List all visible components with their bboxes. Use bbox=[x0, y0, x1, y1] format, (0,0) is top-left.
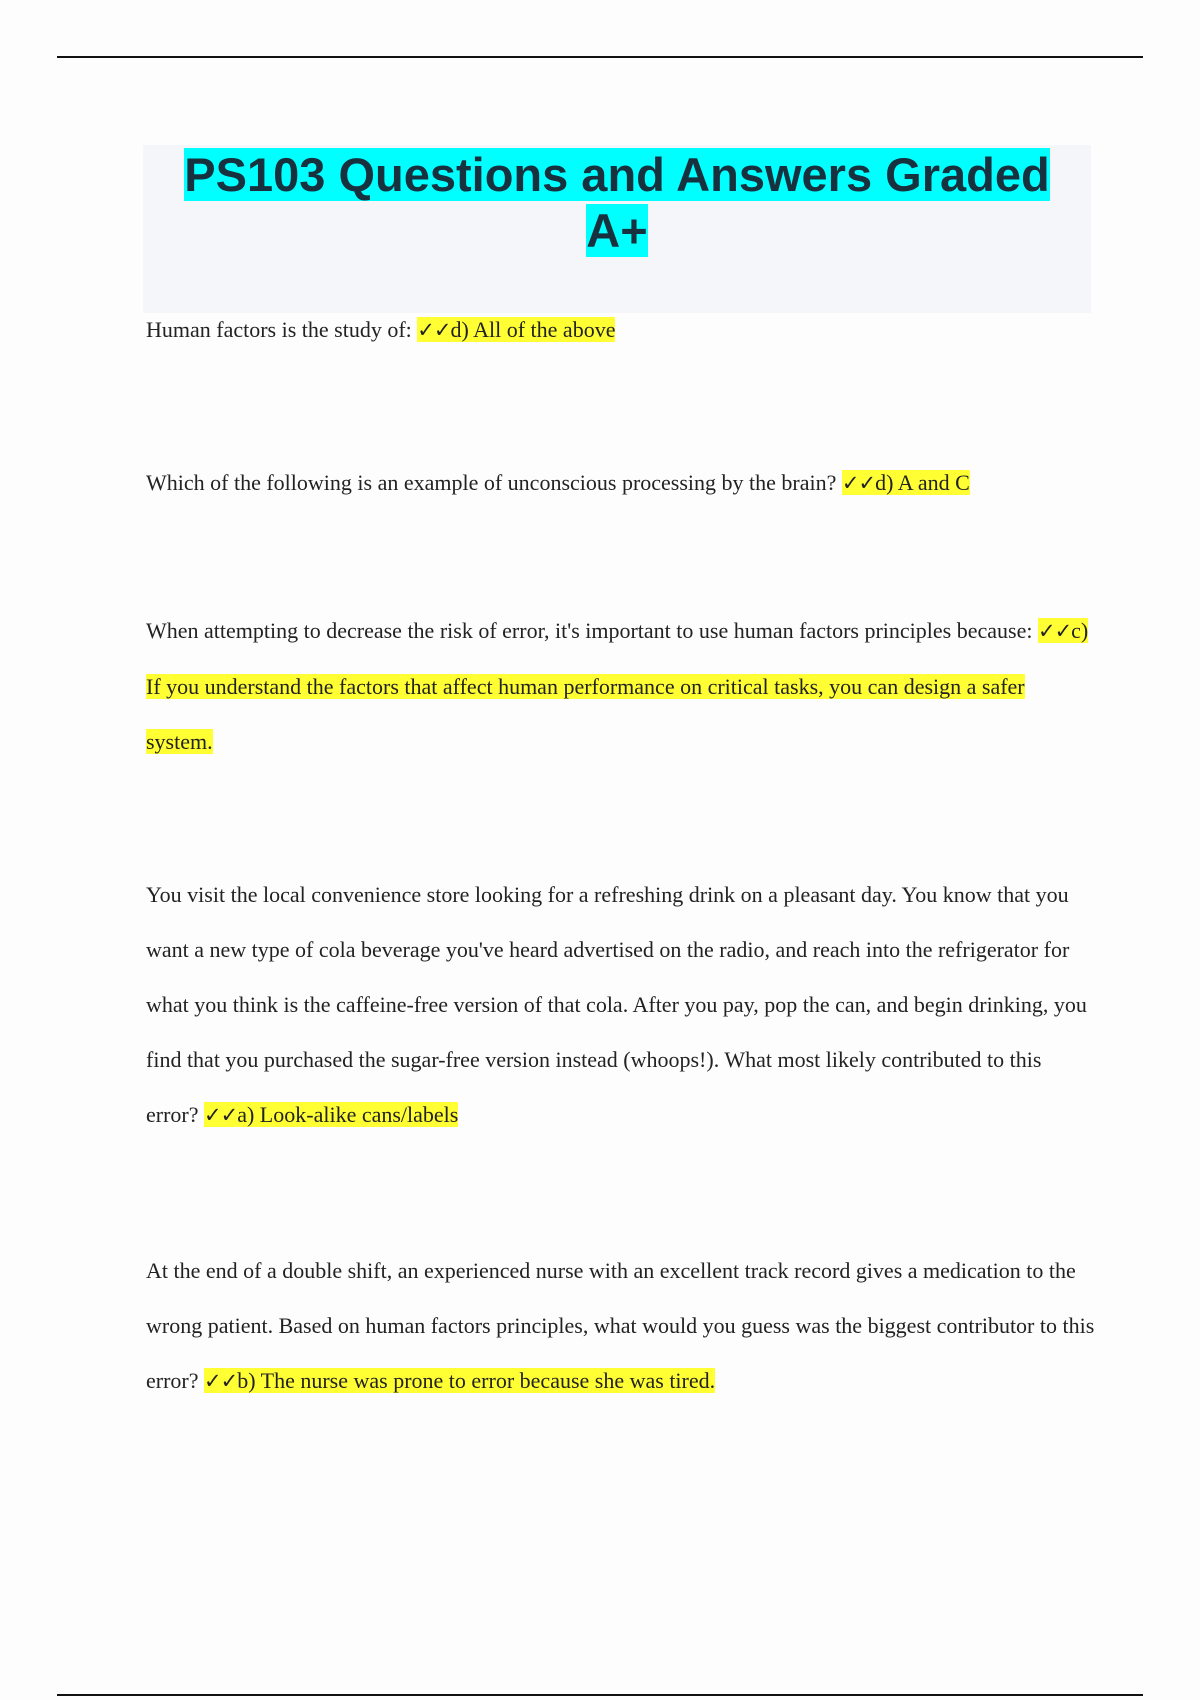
question-text: Human factors is the study of: bbox=[146, 317, 418, 342]
answer-text: c) If you understand the factors that affect human performance on critical tasks, you can design a safer system. bbox=[146, 618, 1089, 754]
answer-highlight bbox=[842, 470, 970, 495]
answer-highlight bbox=[204, 1102, 458, 1127]
question-text: When attempting to decrease the risk of error, it's important to use human factors principles because: bbox=[146, 618, 1038, 643]
answer-highlight bbox=[417, 317, 615, 342]
double-check-icon: ✓✓ bbox=[204, 1103, 238, 1127]
qa-item-5 bbox=[146, 1243, 1096, 1409]
header-rule bbox=[57, 56, 1143, 58]
double-check-icon: ✓✓ bbox=[204, 1369, 238, 1393]
question-text: At the end of a double shift, an experienced nurse with an excellent track record gives a medication to the wrong patient. Based on human factors principles, what would you guess was the biggest contributor to this error? bbox=[146, 1258, 1095, 1393]
answer-text: d) All of the above bbox=[450, 317, 616, 342]
footer-rule bbox=[57, 1694, 1143, 1696]
double-check-icon: ✓✓ bbox=[841, 471, 876, 495]
qa-item-3 bbox=[146, 603, 1096, 769]
answer-text: d) A and C bbox=[875, 470, 970, 495]
answer-highlight bbox=[204, 1368, 715, 1393]
document-title: PS103 Questions and Answers Graded A+ bbox=[184, 148, 1050, 257]
title-block bbox=[143, 145, 1091, 313]
qa-item-1 bbox=[146, 302, 1096, 358]
answer-text: b) The nurse was prone to error because she was tired. bbox=[237, 1368, 716, 1393]
answer-text: a) Look-alike cans/labels bbox=[237, 1102, 459, 1127]
double-check-icon: ✓✓ bbox=[417, 318, 451, 342]
question-text: You visit the local convenience store looking for a refreshing drink on a pleasant day. You know that you want a new type of cola beverage you've heard advertised on the radio, and reach into the refrigerator for what you think is the caffeine-free version of that cola. After you pay, pop the can, and begin drinking, you find that you purchased the sugar-free version instead (whoops!). What most likely contributed to this error? bbox=[146, 882, 1087, 1127]
qa-item-2 bbox=[146, 455, 1096, 511]
qa-item-4 bbox=[146, 867, 1096, 1143]
double-check-icon: ✓✓ bbox=[1037, 619, 1072, 643]
question-text: Which of the following is an example of unconscious processing by the brain? bbox=[146, 470, 842, 495]
